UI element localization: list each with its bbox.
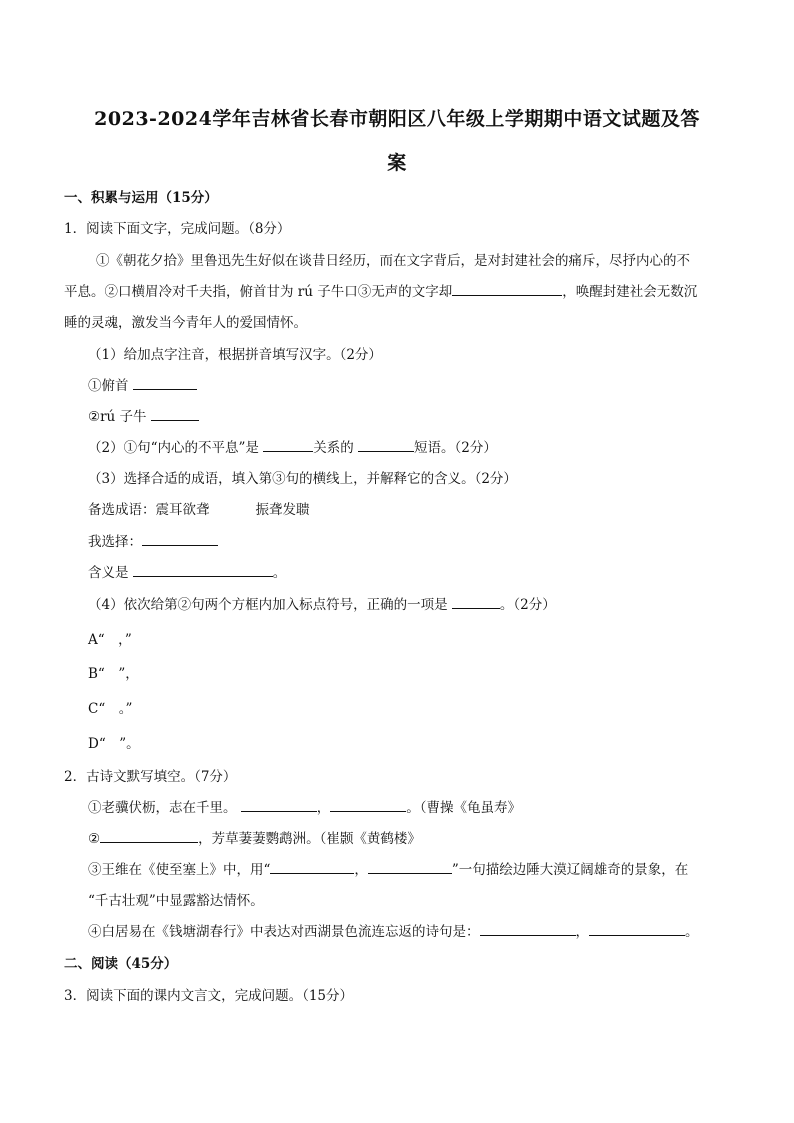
q1-sub2 [88,436,497,456]
q1-idiom-options [88,498,310,518]
q3-stem: 3．阅读下面的课内文言文，完成问题。（15分） [64,988,354,1004]
relation-blank[interactable] [263,438,313,453]
q1-sub2-a: （2）①句“内心的不平息”是 [88,440,259,456]
q1-passage-line2 [64,280,697,300]
q1-sub1-b [88,405,199,425]
poem-blank-4b[interactable] [589,922,685,937]
q2-line3-c: ”一句描绘边陲大漠辽阔雄奇的景象，在 [451,862,689,878]
q1-passage-line2-start: 平息。②口横眉冷对千夫指，俯首甘为 rú 子牛口③无声的文字却 [64,284,453,300]
q2-line3-cont: “千古壮观”中显露豁达情怀。 [88,893,264,909]
section1-heading: 一、积累与运用（15分） [64,190,218,206]
q2-line4 [88,920,699,940]
idiom-option-2: 振聋发聩 [255,502,310,518]
q1-sub1-b-label: ②rú 子牛 [88,409,147,425]
q2-line1-c: 。（曹操《龟虽寿》 [406,800,522,816]
section2-heading: 二、阅读（45分） [64,956,178,972]
poem-blank-3a[interactable] [270,860,354,875]
q1-sub4-b: 。（2分） [499,597,556,613]
q2-line3-b: ， [354,862,368,878]
answer-blank[interactable] [452,595,500,610]
document-title-line2: 案 [387,152,407,174]
q2-line1 [88,796,521,816]
document-title-line1: 2023-2024学年吉林省长春市朝阳区八年级上学期期中语文试题及答 [94,108,700,130]
q1-passage-line2-end: ，唤醒封建社会无数沉 [562,284,698,300]
option-a[interactable]: A“ ，” [88,632,132,648]
poem-blank-1a[interactable] [241,798,317,813]
q2-line2-b: ，芳草萋萋鹦鹉洲。（崔颢《黄鹤楼》 [198,831,421,847]
q2-line2 [88,827,421,847]
q2-line3-a: ③王维在《使至塞上》中，用“ [88,862,271,878]
phrase-type-blank[interactable] [358,438,414,453]
meaning-blank[interactable] [133,563,273,578]
idiom-option-1: 备选成语：震耳欲聋 [88,502,210,518]
q1-sub2-c: 短语。（2分） [414,440,497,456]
choose-label: 我选择： [88,534,142,550]
option-c[interactable]: C“ 。” [88,701,133,717]
poem-blank-4a[interactable] [480,922,576,937]
q2-line4-a: ④白居易在《钱塘湖春行》中表达对西湖景色流连忘返的诗句是： [88,924,480,940]
poem-blank-3b[interactable] [368,860,452,875]
q1-passage-line3: 睡的灵魂，激发当今青年人的爱国情怀。 [64,315,307,331]
meaning-end: 。 [272,565,287,581]
option-d[interactable]: D“ ”。 [88,736,140,752]
q1-stem: 1．阅读下面文字，完成问题。（8分） [64,221,291,237]
choose-blank[interactable] [142,532,218,547]
q1-meaning [88,561,286,581]
q1-sub1-a-label: ①俯首 [88,378,129,394]
q2-line1-a: ①老骥伏枥，志在千里。 [88,800,237,816]
q2-line4-c: 。 [685,924,699,940]
q2-stem: 2．古诗文默写填空。（7分） [64,769,237,785]
q1-passage-line1: ①《朝花夕拾》里鲁迅先生好似在谈昔日经历，而在文字背后，是对封建社会的痛斥，尽抒内心的不 [96,253,690,269]
poem-blank-1b[interactable] [330,798,406,813]
q1-sub3: （3）选择合适的成语，填入第③句的横线上，并解释它的含义。（2分） [88,471,517,487]
q1-sub2-b: 关系的 [313,440,354,456]
q2-line3 [88,858,688,878]
passage-blank[interactable] [452,282,562,297]
q2-line2-a: ② [88,831,101,847]
poem-blank-2[interactable] [100,829,198,844]
q1-sub1: （1）给加点字注音，根据拼音填写汉字。（2分） [88,347,382,363]
meaning-label: 含义是 [88,565,129,581]
option-b[interactable]: B“ ”， [88,666,139,682]
q2-line4-b: ， [575,924,589,940]
q1-sub1-a [88,374,197,394]
q1-sub4-a: （4）依次给第②句两个方框内加入标点符号，正确的一项是 [88,597,448,613]
hanzi-blank[interactable] [151,407,199,422]
q2-line1-b: ， [316,800,331,816]
pinyin-blank[interactable] [133,376,197,391]
q1-sub4 [88,593,556,613]
q1-choose [88,530,218,550]
